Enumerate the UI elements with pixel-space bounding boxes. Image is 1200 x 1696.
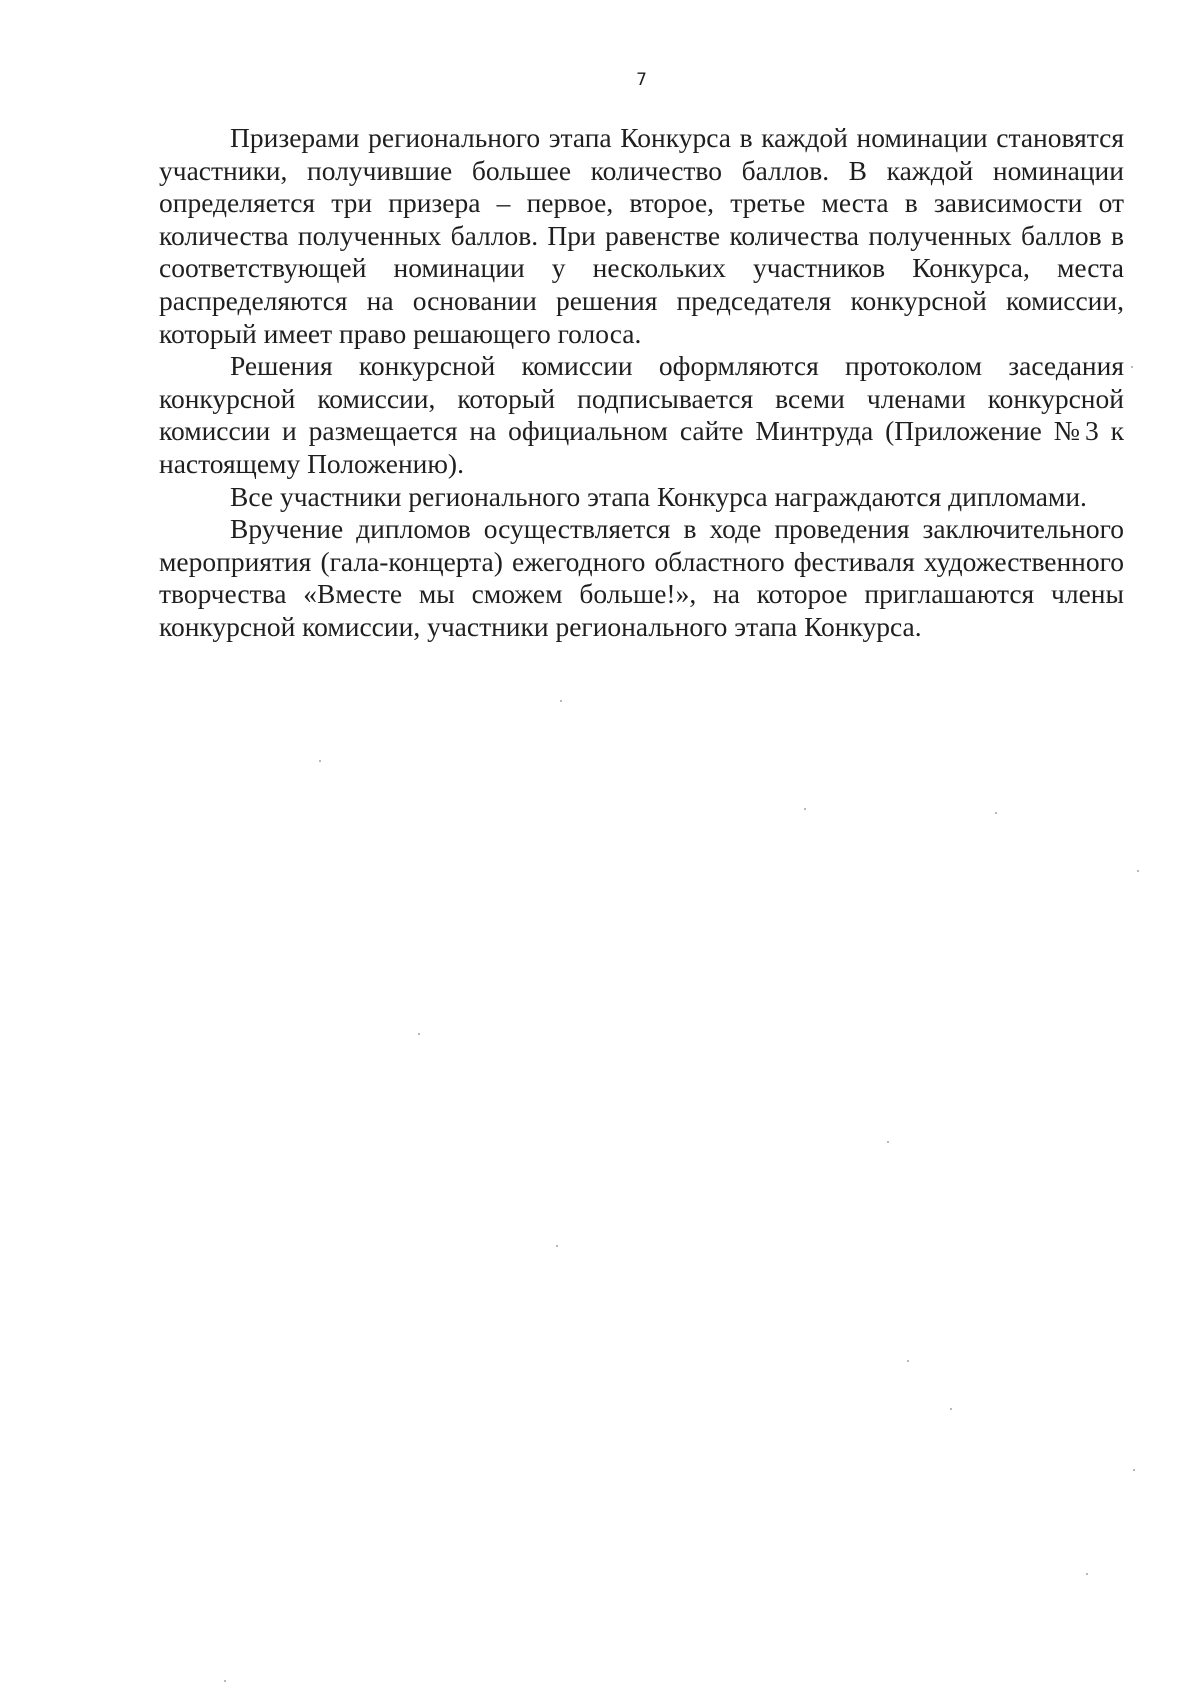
scan-speck [1131,366,1133,368]
paragraph-prize-winners: Призерами регионального этапа Конкурса в каждой номинации становятся участники, получившие большее количество баллов. В каждой номинации определяется три призера – первое, второе, третье места в зависимости от количества полученных баллов. При равенстве количества полученных баллов в соответствующей номинации у нескольких участников Конкурса, места распределяются на основании решения председателя конкурсной комиссии, который имеет право решающего голоса. [159,122,1124,349]
scan-speck [1086,1573,1088,1575]
scan-speck [804,808,806,810]
paragraph-award-ceremony: Вручение дипломов осуществляется в ходе проведения заключительного мероприятия (гала-концерта) ежегодного областного фестиваля художественного творчества «Вместе мы сможем больше!», на которое приглашаются члены конкурсной комиссии, участники регионального этапа Конкурса. [159,513,1124,642]
scan-speck [560,700,562,702]
document-body [159,122,1124,644]
scan-speck [556,1245,558,1247]
scan-speck [319,760,321,762]
scan-speck [907,1360,909,1362]
scan-speck [418,1033,420,1035]
scan-speck [887,1141,889,1143]
paragraph-diplomas: Все участники регионального этапа Конкурса награждаются дипломами. [230,480,1087,512]
page-number: 7 [636,70,647,90]
scan-speck [995,812,997,814]
scan-speck [1133,1469,1135,1471]
scan-speck [1137,870,1139,872]
paragraph-commission-decisions: Решения конкурсной комиссии оформляются протоколом заседания конкурсной комиссии, который подписывается всеми членами конкурсной комиссии и размещается на официальном сайте Минтруда (Приложение №3 к настоящему Положению). [159,350,1124,479]
scan-speck [224,1680,226,1682]
scan-speck [950,1408,952,1410]
